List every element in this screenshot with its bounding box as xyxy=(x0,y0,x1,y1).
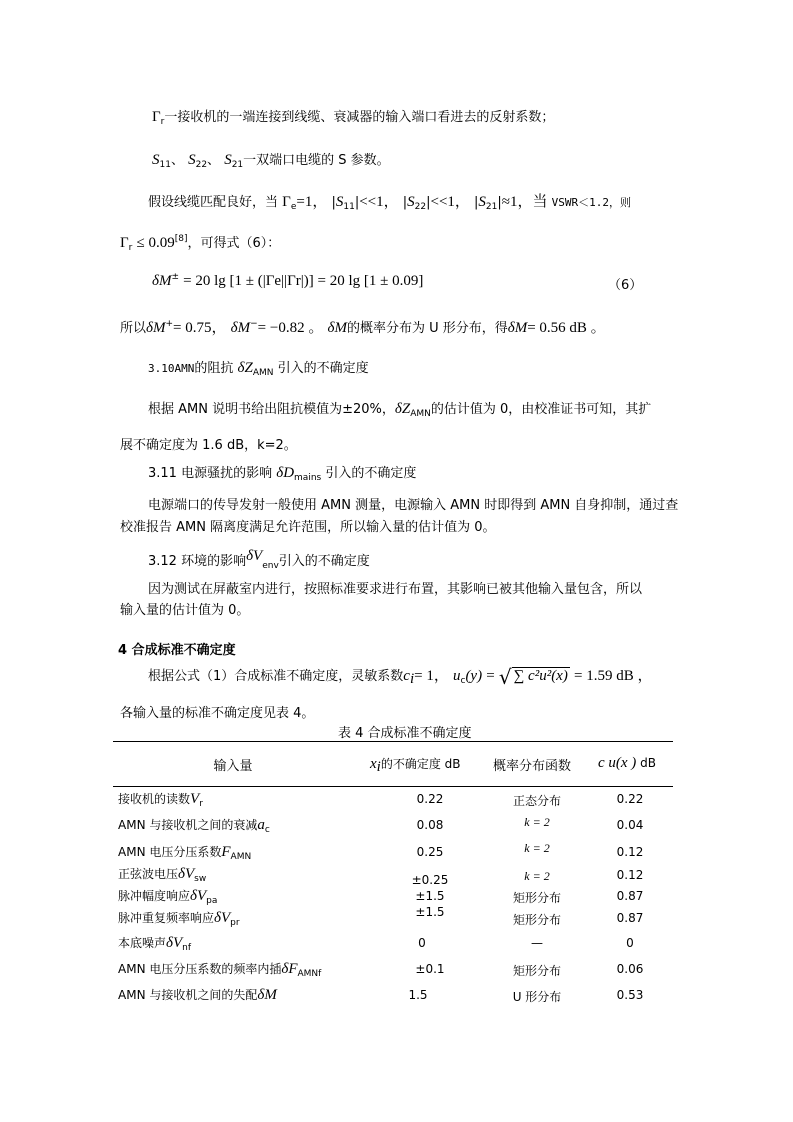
u-c-subscript: c xyxy=(460,676,466,686)
delta-m-plus-value: = 0.75， xyxy=(173,320,227,336)
row-symbol-sub: nf xyxy=(182,943,192,953)
delta-m-result xyxy=(120,316,606,337)
row-symbol-sub: pa xyxy=(206,896,218,906)
row-label-text: AMN 与接收机之间的失配 xyxy=(118,988,258,1002)
assumption-intro: 假设线缆匹配良好，当 xyxy=(148,195,279,210)
row-uncertainty: ±1.5 xyxy=(415,905,445,919)
table-header-uncertainty xyxy=(370,755,461,776)
gamma-r-subscript-2: r xyxy=(128,243,133,253)
row-uncertainty: ±1.5 xyxy=(415,889,445,903)
s22-abs: S xyxy=(407,194,415,210)
p4-a: 根据公式（1）合成标准不确定度，灵敏系数 xyxy=(148,669,404,684)
section-3-10-heading xyxy=(148,357,369,378)
paragraph-3-10-line1 xyxy=(148,398,651,419)
row-label xyxy=(118,986,277,1004)
row-ciu: 0.87 xyxy=(616,889,644,903)
section-3-10-text2: 引入的不确定度 xyxy=(277,361,369,376)
row-uncertainty: 0.22 xyxy=(416,792,444,806)
assumption-line: 假设线缆匹配良好，当 $\Gamma_e=1$， $|S_{11}|<<1$， $|S_{22}|<<1$， $|S_{21}|\approx 1$，当 VSWR＜1.2，则 xyxy=(148,194,631,212)
row-label-text: 脉冲幅度响应 xyxy=(118,889,191,903)
paragraph-3-10-line2: 展不确定度为 1.6 dB，k=2。 xyxy=(120,438,297,453)
section-3-10-number: 3.10AMN xyxy=(148,362,195,375)
gamma-e-symbol: Γ xyxy=(282,194,291,210)
u-c-argument: (y) xyxy=(465,668,483,684)
table-top-rule xyxy=(113,741,673,742)
x-i-subscript: i xyxy=(376,759,381,775)
section-3-12-text2: 引入的不确定度 xyxy=(278,554,370,569)
section-3-11-heading xyxy=(148,462,416,483)
s11-subscript: 11 xyxy=(159,160,171,170)
row-ciu: 0 xyxy=(626,936,634,950)
row-symbol: δV xyxy=(214,910,231,926)
row-symbol-sub: r xyxy=(199,799,203,809)
row-label-text: AMN 与接收机之间的衰减 xyxy=(118,818,258,832)
delta-v-env-symbol: δV xyxy=(246,548,263,564)
row-uncertainty: ±0.1 xyxy=(415,962,445,976)
table-header-ciu xyxy=(598,755,656,772)
row-uncertainty: 1.5 xyxy=(408,988,428,1002)
row-label xyxy=(118,843,251,862)
row-distribution: k = 2 xyxy=(524,869,550,883)
cond-s11: <<1， xyxy=(359,194,399,210)
row-symbol-sub: sw xyxy=(194,874,207,884)
s21-abs-sub: 21 xyxy=(485,202,498,212)
sqrt-icon: √ xyxy=(498,665,512,689)
formula-6-number: （6） xyxy=(608,278,643,293)
row-label-text: AMN 电压分压系数 xyxy=(118,845,222,859)
row-distribution: 矩形分布 xyxy=(512,891,561,905)
row-distribution: 矩形分布 xyxy=(512,964,561,978)
row-symbol: δV xyxy=(166,935,183,951)
row-label xyxy=(118,816,270,835)
mains-subscript: mains xyxy=(294,473,322,483)
row-ciu: 0.12 xyxy=(616,868,644,882)
reference-8: [8] xyxy=(174,234,188,244)
x-i-symbol: x xyxy=(370,756,377,772)
amn-subscript: AMN xyxy=(252,368,274,378)
section-3-10-text1: 的阻抗 xyxy=(194,361,234,376)
delta-m-minus-symbol: δM xyxy=(230,320,251,336)
row-uncertainty: 0.25 xyxy=(416,845,444,859)
header-ciu-label: dB xyxy=(640,756,656,770)
row-label-text: 正弦波电压 xyxy=(118,867,179,881)
c-i-symbol: c xyxy=(403,668,410,684)
gamma-e-subscript: e xyxy=(290,202,297,212)
section-3-12-heading xyxy=(148,548,370,571)
delta-m-distribution: 的概率分布为 U 形分布，得 xyxy=(346,321,508,336)
table-header-distribution: 概率分布函数 xyxy=(493,759,572,774)
equals-sign: = xyxy=(486,668,495,684)
sum-expression: ∑ c²u²(x) xyxy=(513,668,568,684)
row-ciu: 0.53 xyxy=(616,988,644,1002)
row-label xyxy=(118,909,240,928)
row-symbol: δV xyxy=(190,888,207,904)
gamma-r-text: 一接收机的一端连接到线缆、衰减器的输入端口看进去的反射系数； xyxy=(164,110,555,125)
row-symbol-sub: pr xyxy=(230,918,240,928)
delta-m-value: = 0.56 dB 。 xyxy=(527,320,606,336)
paragraph-3-11-line1: 电源端口的传导发射一般使用 AMN 测量，电源输入 AMN 时即得到 AMN 自身抑制，通过查 xyxy=(148,498,679,513)
s22-subscript: 22 xyxy=(195,160,208,170)
amn-subscript-2: AMN xyxy=(410,409,431,419)
s22-symbol: S xyxy=(188,152,196,168)
s-params-definition: $S_{11}$、 $S_{22}$、 $S_{21}$一双端口电缆的 S 参数。 xyxy=(152,152,390,170)
delta-z-symbol-2: δZ xyxy=(394,401,411,417)
cond-s21: ≈1，当 xyxy=(501,194,548,210)
row-symbol: δV xyxy=(178,866,195,882)
env-subscript: env xyxy=(262,561,279,571)
u-c-symbol: u xyxy=(452,668,461,684)
row-uncertainty: 0 xyxy=(418,936,426,950)
formula-intro: ，可得式（6）： xyxy=(187,236,281,251)
p310-a: 根据 AMN 说明书给出阻抗模值为±20%， xyxy=(148,402,395,417)
header-uncertainty-label: 的不确定度 dB xyxy=(380,757,461,771)
delta-m-symbol-3: δM xyxy=(327,320,347,336)
row-ciu: 0.87 xyxy=(616,911,644,925)
delta-m-plus-symbol: δM xyxy=(146,320,166,336)
row-label xyxy=(118,790,203,809)
ciu-symbol: c u(x ) xyxy=(598,755,637,771)
delta-m-minus-value: = −0.82 。 xyxy=(257,320,324,336)
paragraph-4-line2: 各输入量的标准不确定度见表 4。 xyxy=(120,706,315,721)
s21-abs: S xyxy=(478,194,486,210)
section-3-12-text1: 3.12 环境的影响 xyxy=(148,554,247,569)
row-label xyxy=(118,934,191,953)
paragraph-3-11-line2: 校准报告 AMN 隔离度满足允许范围，所以输入量的估计值为 0。 xyxy=(120,520,496,535)
paragraph-4-line1 xyxy=(148,664,652,689)
row-label-text: AMN 电压分压系数的频率内插 xyxy=(118,962,282,976)
row-symbol-sub: AMNf xyxy=(297,969,322,979)
c-i-value: = 1， xyxy=(414,668,449,684)
s22-abs-sub: 22 xyxy=(414,202,427,212)
s11-abs-sub: 11 xyxy=(343,202,355,212)
row-label xyxy=(118,960,321,979)
row-symbol: a xyxy=(257,817,265,833)
s-params-text: 一双端口电缆的 S 参数。 xyxy=(243,153,390,168)
so-prefix: 所以 xyxy=(120,321,147,336)
row-symbol: V xyxy=(190,791,200,807)
table-header-rule xyxy=(113,786,673,787)
plus-minus-sup: ± xyxy=(171,272,180,282)
combined-uncertainty-value: = 1.59 dB ， xyxy=(573,668,653,684)
row-ciu: 0.12 xyxy=(616,845,644,859)
paragraph-3-12-line1: 因为测试在屏蔽室内进行，按照标准要求进行布置，其影响已被其他输入量包含，所以 xyxy=(148,582,643,597)
formula-6 xyxy=(152,272,423,290)
s21-subscript: 21 xyxy=(231,160,244,170)
row-label-text: 本底噪声 xyxy=(118,936,167,950)
row-label-text: 脉冲重复频率响应 xyxy=(118,911,215,925)
row-symbol-sub: AMN xyxy=(230,852,252,862)
row-distribution: k = 2 xyxy=(524,815,550,829)
row-distribution: 矩形分布 xyxy=(512,913,561,927)
gamma-r-limit: ≤ 0.09 xyxy=(136,235,175,251)
s11-symbol: S xyxy=(152,152,160,168)
row-distribution: k = 2 xyxy=(524,841,550,855)
row-distribution: — xyxy=(531,936,543,950)
c-i-subscript: i xyxy=(409,671,415,687)
delta-z-symbol: δZ xyxy=(237,360,253,376)
delta-m-symbol-4: δM xyxy=(507,320,528,336)
gamma-r-limit-line xyxy=(120,232,280,253)
row-label xyxy=(118,865,206,884)
formula-6-body: = 20 lg [1 ± (|Γe||Γr|)] = 20 lg [1 ± 0.09] xyxy=(183,273,424,289)
s21-symbol: S xyxy=(224,152,232,168)
section-4-heading: 4 合成标准不确定度 xyxy=(118,643,236,658)
minus-sup: − xyxy=(250,319,258,329)
delta-m-symbol: δM xyxy=(152,273,172,289)
p310-b: 的估计值为 0，由校准证书可知，其扩 xyxy=(430,402,652,417)
row-symbol: δF xyxy=(281,961,298,977)
delta-d-symbol: δD xyxy=(276,465,295,481)
row-symbol: F xyxy=(221,844,231,860)
gamma-r-symbol: Γ xyxy=(152,109,161,125)
s11-abs: S xyxy=(335,194,344,210)
section-3-11-text2: 引入的不确定度 xyxy=(325,466,417,481)
row-label-text: 接收机的读数 xyxy=(118,792,191,806)
cond-gamma-e: =1， xyxy=(296,194,328,210)
row-symbol: δM xyxy=(257,987,277,1003)
row-ciu: 0.22 xyxy=(616,792,644,806)
row-uncertainty: ±0.25 xyxy=(411,873,449,887)
row-label xyxy=(118,887,217,906)
table-header-input: 输入量 xyxy=(213,759,253,774)
row-uncertainty: 0.08 xyxy=(416,818,444,832)
row-ciu: 0.04 xyxy=(616,818,644,832)
row-distribution: 正态分布 xyxy=(512,794,561,808)
row-ciu: 0.06 xyxy=(616,962,644,976)
gamma-r-definition xyxy=(152,106,554,127)
row-distribution: U 形分布 xyxy=(512,990,562,1004)
table-caption: 表 4 合成标准不确定度 xyxy=(338,726,472,741)
gamma-r-subscript: r xyxy=(160,117,165,127)
plus-sup: + xyxy=(165,319,174,329)
gamma-r-symbol-2: Γ xyxy=(120,235,129,251)
cond-s22: <<1， xyxy=(430,194,470,210)
row-symbol-sub: c xyxy=(264,825,270,835)
vswr-condition: VSWR＜1.2，则 xyxy=(551,196,631,209)
paragraph-3-12-line2: 输入量的估计值为 0。 xyxy=(120,603,250,618)
section-3-11-text1: 3.11 电源骚扰的影响 xyxy=(148,466,273,481)
